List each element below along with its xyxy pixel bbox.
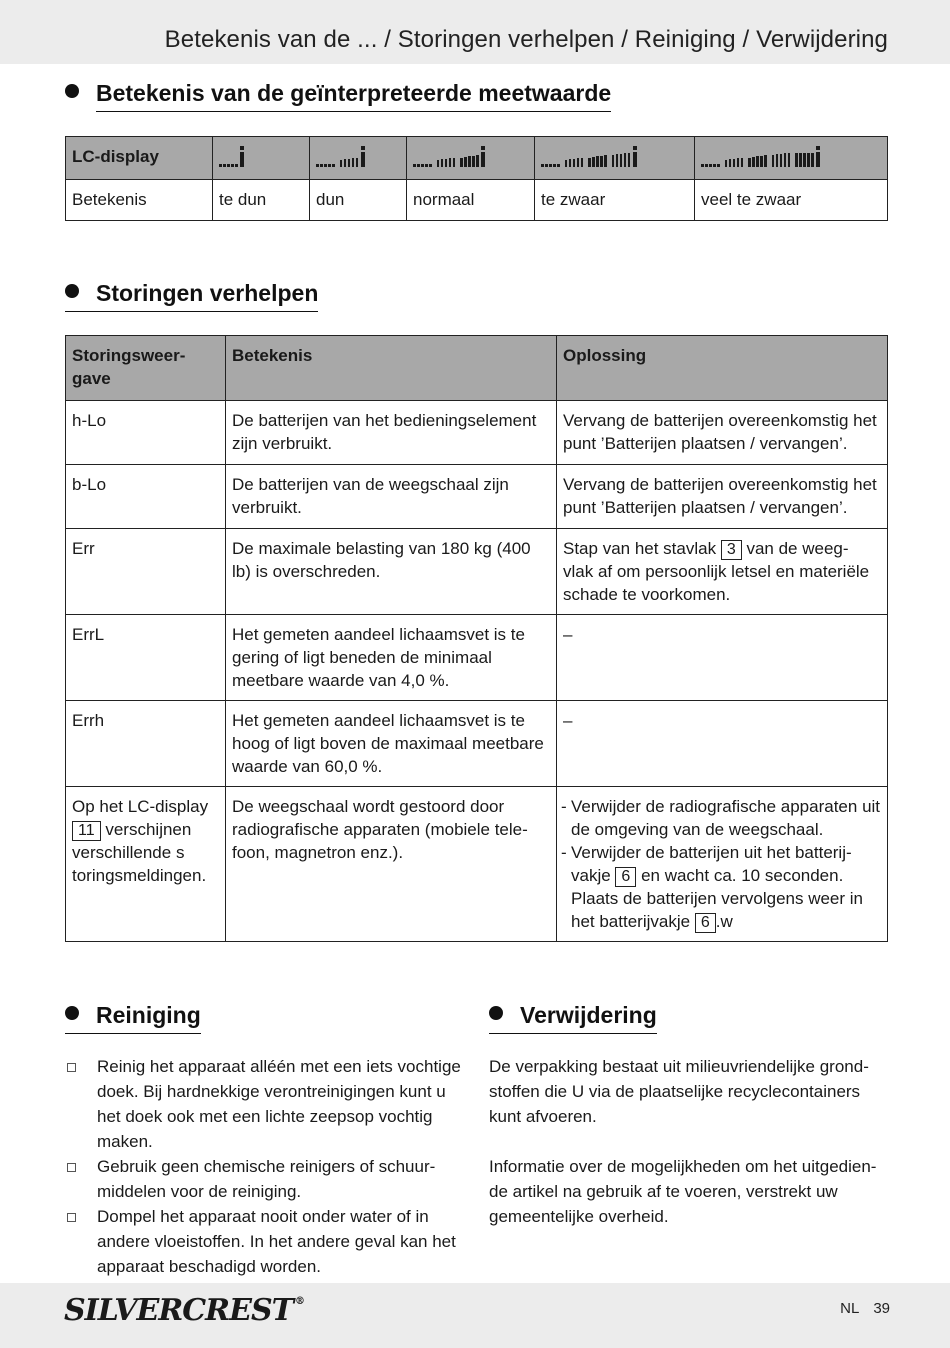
title-underline — [96, 111, 611, 113]
segment-bar — [356, 158, 359, 167]
solution-cell: – — [557, 701, 888, 787]
segment-bar — [764, 155, 767, 166]
error-code-text: verschijnen verschillende s toringsmeldingen. — [72, 820, 207, 885]
segment-cell — [310, 137, 407, 180]
segment-bar — [437, 160, 440, 167]
bullet-icon — [489, 1006, 503, 1020]
segment-cell — [695, 137, 888, 180]
segment-bar — [780, 154, 783, 167]
segment-bar — [772, 155, 775, 167]
meaning-table — [65, 136, 888, 221]
solution-cell — [557, 787, 888, 942]
solution-cell: Vervang de batterijen overeenkomstig het punt ’Batterijen plaatsen / vervangen’. — [557, 465, 888, 529]
segment-bar — [549, 164, 552, 167]
segment-bar — [541, 164, 544, 167]
segment-bar — [324, 164, 327, 167]
segment-group — [413, 164, 432, 167]
error-code-cell: ErrL — [66, 615, 226, 701]
segment-bar — [468, 156, 471, 166]
list-item-text: Verwijder de batterijen uit het batterij- vakje — [571, 843, 852, 885]
part-reference-badge: 6 — [695, 913, 716, 933]
segment-group — [748, 155, 767, 166]
lc-display-header: LC-display — [66, 137, 213, 180]
segment-bar — [445, 159, 448, 167]
segment-group — [701, 164, 720, 167]
segment-bar — [227, 164, 230, 167]
segment-bar — [628, 153, 631, 167]
segment-bar — [592, 157, 595, 167]
segment-bar — [705, 164, 708, 167]
segment-bar — [332, 164, 335, 167]
segment-bar — [429, 164, 432, 167]
list-item-text: en wacht ca. 10 seconden. Plaats de batterijen vervolgens weer in het batterijvakje — [571, 866, 863, 931]
segment-group — [795, 152, 820, 167]
segment-group — [588, 155, 607, 166]
table-row — [66, 701, 888, 787]
segment-group — [340, 152, 365, 167]
list-item: Dompel het apparaat nooit onder water of in andere vloeistoffen. In het andere geval kan het apparaat beschadigd worden. — [65, 1204, 465, 1279]
solution-cell — [557, 529, 888, 615]
section-title-troubleshooting — [65, 280, 318, 307]
page-meta — [840, 1300, 890, 1317]
segment-bar — [453, 158, 456, 167]
segment-cell — [535, 137, 695, 180]
error-code-cell — [66, 787, 226, 942]
disposal-text — [489, 1054, 889, 1229]
segment-bar — [776, 154, 779, 166]
segment-bar — [235, 164, 238, 167]
segment-bar — [569, 159, 572, 166]
segment-bar — [557, 164, 560, 167]
table-row — [66, 401, 888, 465]
paragraph: De verpakking bestaat uit milieuvriendelijke grond- stoffen die U via de plaatselijke recyclecontainers kunt afvoeren. — [489, 1057, 869, 1126]
segment-bar — [223, 164, 226, 167]
segment-bar — [799, 153, 802, 167]
segment-indicator-icon — [316, 149, 365, 167]
paragraph: Informatie over de mogelijkheden om het uitgedien- de artikel na gebruik af te voeren, verstrekt uw gemeentelijke overheid. — [489, 1157, 877, 1226]
meaning-cell: De batterijen van de weegschaal zijn verbruikt. — [226, 465, 557, 529]
segment-bar — [565, 160, 568, 167]
segment-group — [772, 153, 791, 167]
segment-bar — [476, 155, 479, 166]
meaning-cell: De maximale belasting van 180 kg (400 lb) is overschreden. — [226, 529, 557, 615]
section-title-text: Reiniging — [96, 1002, 201, 1028]
list-item: Gebruik geen chemische reinigers of schuur- middelen voor de reiniging. — [65, 1154, 465, 1204]
segment-bar — [709, 164, 712, 167]
segment-bar — [545, 164, 548, 167]
segment-bar — [340, 160, 343, 167]
segment-bar — [624, 153, 627, 166]
segment-marker — [481, 152, 485, 167]
segment-group — [316, 164, 335, 167]
title-underline — [489, 1033, 657, 1035]
segment-bar — [596, 156, 599, 166]
segment-bar — [811, 153, 814, 167]
part-reference-badge: 3 — [721, 540, 742, 560]
list-item-text: .w — [715, 912, 733, 931]
segment-bar — [472, 156, 475, 167]
meaning-table-row — [66, 180, 888, 221]
error-code-cell: h-Lo — [66, 401, 226, 465]
meaning-label-cell: Betekenis — [66, 180, 213, 221]
cleaning-list-container — [65, 1054, 465, 1279]
segment-bar — [701, 164, 704, 167]
segment-indicator-icon — [701, 149, 820, 167]
table-row — [66, 615, 888, 701]
segment-bar — [717, 164, 720, 167]
list-item: Reinig het apparaat alléén met een iets vochtige doek. Bij hardnekkige verontreinigingen kunt u het doek ook met een lichte zeepsop vochtig maken. — [65, 1054, 465, 1154]
column-header-meaning: Betekenis — [226, 336, 557, 401]
segment-bar — [449, 158, 452, 166]
segment-group — [437, 158, 456, 167]
error-code-cell: b-Lo — [66, 465, 226, 529]
list-item: - Verwijder de radiografische apparaten uit de omgeving van de weegschaal. — [561, 795, 881, 841]
segment-bar — [581, 158, 584, 167]
segment-bar — [784, 153, 787, 166]
meaning-value-cell: te dun — [213, 180, 310, 221]
segment-group — [219, 152, 244, 167]
segment-bar — [417, 164, 420, 167]
segment-bar — [464, 157, 467, 167]
part-reference-badge: 11 — [72, 821, 101, 841]
meaning-cell: Het gemeten aandeel lichaamsvet is te hoog of ligt boven de maximaal meetbare waarde van 60,0 %. — [226, 701, 557, 787]
segment-bar — [553, 164, 556, 167]
segment-bar — [616, 154, 619, 166]
part-reference-badge: 6 — [615, 867, 636, 887]
segment-indicator-icon — [219, 149, 244, 167]
segment-bar — [760, 156, 763, 167]
segment-indicator-icon — [413, 149, 485, 167]
solution-cell: – — [557, 615, 888, 701]
title-underline — [65, 311, 318, 313]
cleaning-list — [65, 1054, 465, 1279]
segment-bar — [413, 164, 416, 167]
troubleshooting-header-row — [66, 336, 888, 401]
segment-bar — [725, 160, 728, 167]
segment-group — [612, 152, 637, 167]
segment-indicator-icon — [541, 149, 637, 167]
segment-bar — [756, 156, 759, 166]
segment-bar — [807, 153, 810, 167]
segment-bar — [344, 159, 347, 166]
segment-bar — [604, 155, 607, 166]
table-row — [66, 465, 888, 529]
meaning-value-cell: dun — [310, 180, 407, 221]
solution-text: Stap van het stavlak — [563, 539, 717, 558]
bullet-icon — [65, 1006, 79, 1020]
segment-bar — [737, 158, 740, 166]
meaning-value-cell: veel te zwaar — [695, 180, 888, 221]
meaning-table-header-row — [66, 137, 888, 180]
segment-group — [725, 158, 744, 167]
segment-cell — [213, 137, 310, 180]
segment-bar — [713, 164, 716, 167]
page-number: 39 — [873, 1300, 890, 1317]
segment-bar — [729, 159, 732, 166]
segment-group — [565, 158, 584, 167]
section-title-text: Storingen verhelpen — [96, 280, 319, 306]
segment-bar — [733, 159, 736, 167]
list-item — [561, 841, 881, 933]
table-row — [66, 787, 888, 942]
meaning-value-cell: normaal — [407, 180, 535, 221]
bullet-icon — [65, 284, 79, 298]
solution-text: van de weeg- vlak af om persoonlijk letsel en materiële schade te voorkomen. — [563, 539, 870, 604]
segment-bar — [741, 158, 744, 167]
segment-bar — [620, 154, 623, 167]
segment-bar — [219, 164, 222, 167]
solution-cell: Vervang de batterijen overeenkomstig het punt ’Batterijen plaatsen / vervangen’. — [557, 401, 888, 465]
segment-bar — [588, 158, 591, 167]
section-title-cleaning — [65, 1002, 201, 1029]
segment-bar — [803, 153, 806, 167]
segment-bar — [752, 157, 755, 167]
section-title-meaning — [65, 80, 611, 107]
segment-bar — [348, 159, 351, 167]
brand-logo-text: SILVERCREST — [64, 1293, 293, 1328]
segment-bar — [421, 164, 424, 167]
segment-bar — [352, 158, 355, 166]
segment-bar — [612, 155, 615, 167]
segment-bar — [316, 164, 319, 167]
segment-bar — [441, 159, 444, 166]
segment-group — [460, 152, 485, 167]
section-title-text: Verwijdering — [520, 1002, 657, 1028]
troubleshooting-table — [65, 335, 888, 942]
table-row — [66, 529, 888, 615]
column-header-display: Storingsweer- gave — [66, 336, 226, 401]
segment-bar — [600, 156, 603, 167]
segment-bar — [425, 164, 428, 167]
segment-bar — [231, 164, 234, 167]
segment-bar — [573, 159, 576, 167]
solution-list — [561, 795, 881, 933]
section-title-disposal — [489, 1002, 657, 1029]
language-code: NL — [840, 1300, 860, 1317]
segment-cell — [407, 137, 535, 180]
segment-marker — [240, 152, 244, 167]
page-header-title: Betekenis van de ... / Storingen verhelpen / Reiniging / Verwijdering — [164, 26, 888, 53]
meaning-cell: Het gemeten aandeel lichaamsvet is te gering of ligt beneden de minimaal meetbare waarde van 4,0 %. — [226, 615, 557, 701]
segment-bar — [577, 158, 580, 166]
column-header-solution: Oplossing — [557, 336, 888, 401]
segment-marker — [633, 152, 637, 167]
meaning-value-cell: te zwaar — [535, 180, 695, 221]
segment-bar — [460, 158, 463, 167]
segment-bar — [795, 153, 798, 167]
title-underline — [65, 1033, 201, 1035]
bullet-icon — [65, 84, 79, 98]
segment-group — [541, 164, 560, 167]
error-code-cell: Err — [66, 529, 226, 615]
registered-mark: ® — [294, 1296, 304, 1307]
brand-logo — [64, 1293, 304, 1328]
segment-bar — [788, 153, 791, 167]
section-title-text: Betekenis van de geïnterpreteerde meetwaarde — [96, 80, 612, 106]
segment-bar — [320, 164, 323, 167]
segment-marker — [361, 152, 365, 167]
error-code-cell: Errh — [66, 701, 226, 787]
meaning-cell: De batterijen van het bedieningselement zijn verbruikt. — [226, 401, 557, 465]
segment-marker — [816, 152, 820, 167]
segment-bar — [328, 164, 331, 167]
segment-bar — [748, 158, 751, 167]
error-code-text: Op het LC-display — [72, 797, 209, 816]
meaning-cell: De weegschaal wordt gestoord door radiografische apparaten (mobiele tele- foon, magnetron enz.). — [226, 787, 557, 942]
